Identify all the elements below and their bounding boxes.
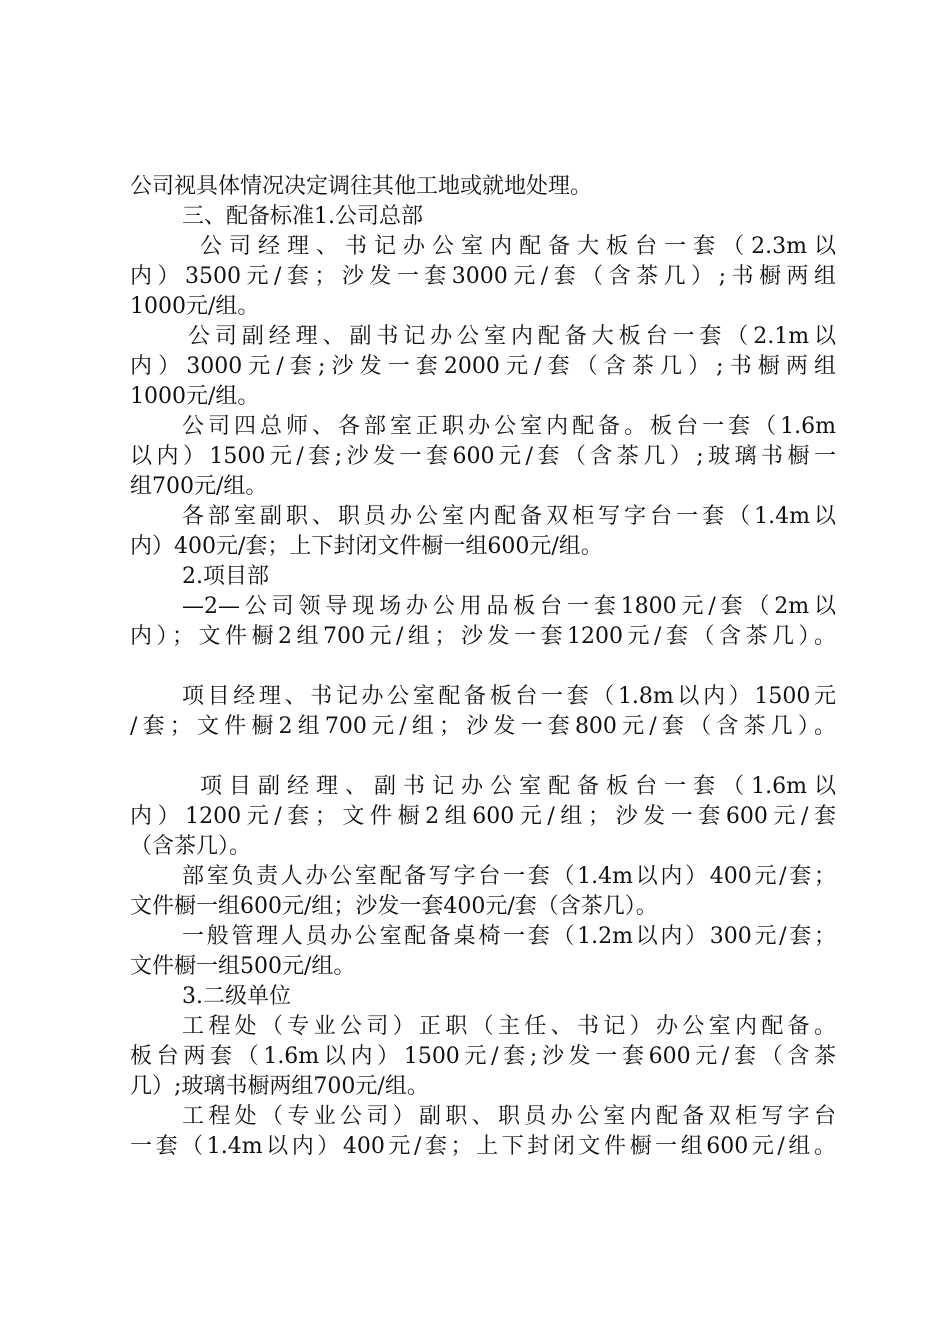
text-line: /套；文件橱2组700元/组；沙发一套800元/套（含茶几）。 (130, 714, 836, 739)
text-line: 项目副经理、副书记办公室配备板台一套（1.6m以 (200, 774, 836, 799)
text-line: （含茶几）。 (130, 834, 252, 859)
text-line: 组700元/组。 (130, 474, 268, 499)
text-line: 一套（1.4m以内）400元/套；上下封闭文件橱一组600元/组。 (130, 1134, 836, 1159)
text-line: 公司视具体情况决定调往其他工地或就地处理。 (130, 174, 593, 199)
text-line: —2—公司领导现场办公用品板台一套1800元/套（2m以 (182, 594, 836, 619)
text-line: 文件橱一组500元/组。 (130, 954, 356, 979)
section-heading: 三、配备标准1.公司总部 (182, 204, 423, 229)
text-line: 各部室副职、职员办公室内配备双柜写字台一套（1.4m以 (182, 504, 836, 529)
text-line: 部室负责人办公室配备写字台一套（1.4m以内）400元/套； (182, 864, 836, 889)
text-line: 一般管理人员办公室配备桌椅一套（1.2m以内）300元/套； (182, 924, 836, 949)
text-line: 几）;玻璃书橱两组700元/组。 (130, 1074, 429, 1099)
text-line: 文件橱一组600元/组；沙发一套400元/套（含茶几）。 (130, 894, 658, 919)
text-line: 内）1200元/套；文件橱2组600元/组；沙发一套600元/套 (130, 804, 836, 829)
section-heading: 3.二级单位 (182, 984, 291, 1009)
text-line: 公司经理、书记办公室内配备大板台一套（2.3m以 (200, 234, 836, 259)
text-line: 公司副经理、副书记办公室内配备大板台一套（2.1m以 (188, 324, 836, 349)
text-line: 内）400元/套；上下封闭文件橱一组600元/组。 (130, 534, 603, 559)
text-line: 1000元/组。 (130, 384, 260, 409)
section-heading: 2.项目部 (182, 564, 269, 589)
text-line: 工程处（专业公司）副职、职员办公室内配备双柜写字台 (182, 1104, 836, 1129)
text-line: 内）3000元/套;沙发一套2000元/套（含茶几）;书橱两组 (130, 354, 836, 379)
text-line: 以内）1500元/套;沙发一套600元/套（含茶几）;玻璃书橱一 (130, 444, 836, 469)
text-line: 内）3500元/套；沙发一套3000元/套（含茶几）;书橱两组 (130, 264, 836, 289)
text-line: 1000元/组。 (130, 294, 260, 319)
text-line: 项目经理、书记办公室配备板台一套（1.8m以内）1500元 (182, 684, 836, 709)
blank-line (130, 652, 836, 682)
text-line: 板台两套（1.6m以内）1500元/套;沙发一套600元/套（含茶 (130, 1044, 836, 1069)
blank-line (130, 742, 836, 772)
text-line: 工程处（专业公司）正职（主任、书记）办公室内配备。 (182, 1014, 836, 1039)
text-line: 公司四总师、各部室正职办公室内配备。板台一套（1.6m (182, 414, 836, 439)
text-line: 内）；文件橱2组700元/组；沙发一套1200元/套（含茶几）。 (130, 624, 836, 649)
document-body (130, 172, 836, 1162)
